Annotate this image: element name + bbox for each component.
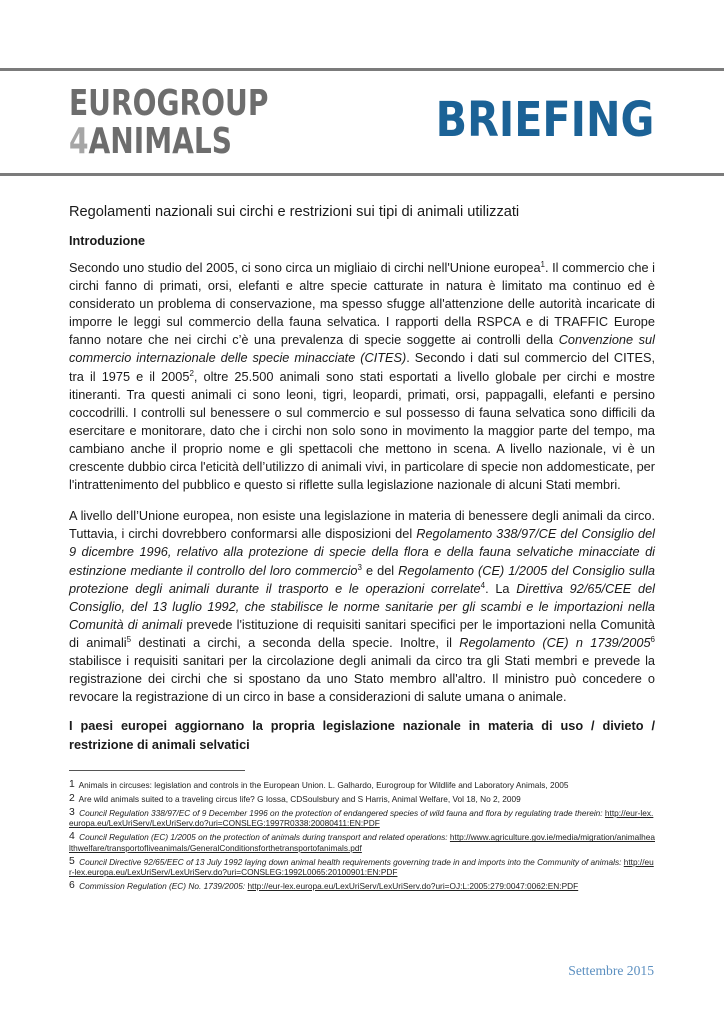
paragraph-2: A livello dell’Unione europea, non esiste una legislazione in materia di benessere degli animali da circo. Tuttavia, i circhi dovrebbero conformarsi alle disposizioni del Regolamento 338/97/CE del Consiglio del 9 dicembre 1996, relativo alla protezione di specie della flora e della fauna selvatiche minacciate di estinzione mediante il controllo del loro commercio$^3$ e del Regolamento (CE) 1/2005 del Consiglio sulla protezione degli animali durante il trasporto e le operazioni correlate$^4$. La Direttiva 92/65/CEE del Consiglio, del 13 luglio 1992, che stabilisce le norme sanitarie per gli scambi e le importazioni nella Comunità di animali prevede l'istituzione di requisiti sanitari specifici per le importazioni nella Comunità di animali$^5$ destinati a circhi, a seconda della specie. Inoltre, il Regolamento (CE) n 1739/2005$^6$ stabilisce i requisiti sanitari per la circolazione degli animali da circo tra gli Stati membri e prevede la registrazione dei circhi che si spostano da uno Stato membro all'altro. Il ministro può concedere o revocare la registrazione di un circo in base a considerazioni di salute umana o animale. xyxy=(69,508,655,705)
logo-line-2 xyxy=(69,121,268,162)
footnote-3: 3 Council Regulation 338/97/EC of 9 December 1996 on the protection of endangered species of wild fauna and flora by regulating trade therein: http://eur-lex.europa.eu/LexUriServ/LexUriServ.do?uri=CONSLEG:1997R0338:20080411:EN:PDF xyxy=(69,807,654,829)
section-heading-introduzione: Introduzione xyxy=(69,234,146,248)
publication-date: Settembre 2015 xyxy=(568,963,654,978)
footnote-ref-5[interactable]: 5 xyxy=(126,634,132,644)
footnote-4: 4 Council Regulation (EC) 1/2005 on the protection of animals during transport and related operations: http://www.agriculture.gov.ie/media/migration/animalhealthwelfare/transportofliveanimals/GeneralConditionsforthetransportofanimals.pdf xyxy=(69,831,655,853)
document-title: Regolamenti nazionali sui circhi e restrizioni sui tipi di animali utilizzati xyxy=(69,204,520,220)
footnote-separator xyxy=(69,770,245,771)
footnote-4-link[interactable]: http://www.agriculture.gov.ie/media/migration/animalhealthwelfare/transportofliveanimals/GeneralConditionsforthetransportofanimals.pdf xyxy=(69,832,655,853)
paragraph-1: Secondo uno studio del 2005, ci sono circa un migliaio di circhi nell'Unione europea$^1$. Il commercio che i circhi fanno di primati, orsi, elefanti e altre specie catturate in natura è limitato ma continuo ed è considerato un problema di conservazione, ma spesso sfugge all'attenzione delle autorità incaricate di imporre le leggi sul commercio della fauna selvatica. I rapporti della RSPCA e di TRAFFIC Europe fanno notare che nei circhi c’è una prevalenza di specie soggette ai controlli della Convenzione sul commercio internazionale delle specie minacciate (CITES). Secondo i dati sul commercio del CITES, tra il 1975 e il 2005$^2$, oltre 25.500 animali sono stati esportati a livello globale per circhi e mostre itineranti. Tra questi animali ci sono leoni, tigri, leopardi, primati, orsi, pappagalli, elefanti e persino coccodrilli. I controlli sul benessere o sul commercio e sul possesso di fauna selvatica sono difficili da esercitare e monitorare, dato che i circhi non solo sono in movimento la maggior parte del tempo, ma cambiano anche il proprio nome e gli spettacoli che mettono in scena. A livello nazionale, vi è un crescente dubbio circa l'eticità dell’utilizzo di animali vivi, in particolare di specie non addomesticate, per l'intrattenimento del pubblico e questo si riflette sulla legislazione nazionale di alcuni Stati membri. xyxy=(69,259,656,493)
logo-line-1: EUROGROUP xyxy=(69,83,269,124)
footnote-ref-4[interactable]: 4 xyxy=(480,580,486,590)
header-bottom-rule xyxy=(0,173,724,176)
footnote-5-link[interactable]: http://eur-lex.europa.eu/LexUriServ/LexUriServ.do?uri=CONSLEG:1992L0065:20100901:EN:PDF xyxy=(69,856,654,878)
footnote-ref-3[interactable]: 3 xyxy=(357,562,362,572)
footnote-ref-1[interactable]: 1 xyxy=(540,259,545,269)
briefing-heading: BRIEFING xyxy=(435,92,654,148)
footnote-1: 1 Animals in circuses: legislation and controls in the European Union. L. Galhardo, Eurogroup for Wildlife and Laboratory Animals, 2005 xyxy=(69,779,569,791)
footnote-ref-2[interactable]: 2 xyxy=(189,368,194,378)
document-body xyxy=(69,204,655,895)
footnote-6: 6 Commission Regulation (EC) No. 1739/2005: http://eur-lex.europa.eu/LexUriServ/LexUriServ.do?uri=OJ:L:2005:279:0047:0062:EN:PDF xyxy=(69,880,579,891)
logo-animals: ANIMALS xyxy=(88,121,233,162)
footnote-6-link[interactable]: http://eur-lex.europa.eu/LexUriServ/LexUriServ.do?uri=OJ:L:2005:279:0047:0062:EN:PDF xyxy=(247,881,579,891)
logo-four: 4 xyxy=(69,121,89,162)
eurogroup-logo xyxy=(69,83,325,162)
footnote-2: 2 Are wild animals suited to a traveling circus life? G Iossa, CDSoulsbury and S Harris, Animal Welfare, Vol 18, No 2, 2009 xyxy=(69,793,521,805)
footnote-3-link[interactable]: http://eur-lex.europa.eu/LexUriServ/LexUriServ.do?uri=CONSLEG:1997R0338:20080411:EN:PDF xyxy=(69,808,654,829)
footnote-ref-6[interactable]: 6 xyxy=(650,634,655,644)
section-heading-paesi-europei: I paesi europei aggiornano la propria legislazione nazionale in materia di uso / divieto / restrizione di animali selvatici xyxy=(69,718,655,752)
header-top-rule xyxy=(0,68,724,71)
footnote-5: 5 Council Directive 92/65/EEC of 13 July 1992 laying down animal health requirements governing trade in and imports into the Community of animals: http://eur-lex.europa.eu/LexUriServ/LexUriServ.do?uri=CONSLEG:1992L0065:20100901:EN:PDF xyxy=(69,855,654,878)
